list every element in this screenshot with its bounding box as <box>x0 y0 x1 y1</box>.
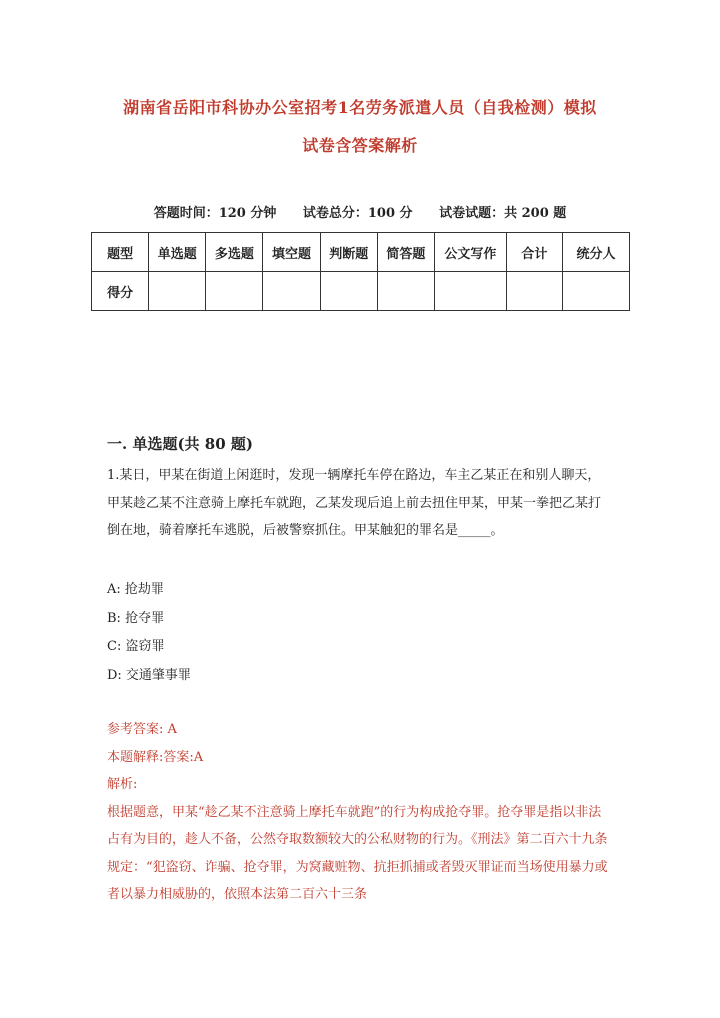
document-title-line-1: 湖南省岳阳市科协办公室招考1名劳务派遣人员（自我检测）模拟 <box>123 98 597 117</box>
score-cell <box>263 272 320 311</box>
exam-question-count: 试卷试题：共 200 题 <box>439 206 567 221</box>
score-header-cell: 题型 <box>92 233 149 272</box>
score-cell <box>149 272 206 311</box>
explanation-label: 本题解释:答案:A <box>107 749 204 765</box>
score-header-cell: 简答题 <box>377 233 434 272</box>
answer-block <box>107 716 612 909</box>
question-options <box>107 576 191 690</box>
exam-info <box>60 202 660 221</box>
score-table <box>91 232 630 311</box>
score-header-cell: 单选题 <box>149 233 206 272</box>
score-table-score-row <box>92 272 630 311</box>
option-b: B: 抢夺罪 <box>107 610 165 626</box>
analysis-label: 解析: <box>107 777 138 792</box>
score-header-cell: 合计 <box>506 233 562 272</box>
score-header-cell: 统分人 <box>562 233 629 272</box>
score-header-cell: 填空题 <box>263 233 320 272</box>
score-header-cell: 判断题 <box>320 233 377 272</box>
document-title-line-2: 试卷含答案解析 <box>302 136 418 155</box>
option-d: D: 交通肇事罪 <box>107 667 191 683</box>
score-cell <box>562 272 629 311</box>
score-cell <box>206 272 263 311</box>
score-cell <box>434 272 506 311</box>
score-cell <box>320 272 377 311</box>
score-header-cell: 多选题 <box>206 233 263 272</box>
score-row-label: 得分 <box>92 272 149 311</box>
option-c: C: 盗窃罪 <box>107 639 165 654</box>
option-a: A: 抢劫罪 <box>107 582 164 597</box>
question-text: 1.某日，甲某在街道上闲逛时，发现一辆摩托车停在路边，车主乙某正在和别人聊天，甲某趁乙某不注意骑上摩托车就跑，乙某发现后追上前去扭住甲某，甲某一拳把乙某打倒在地，骑着摩托车逃脱，后被警察抓住。甲某触犯的罪名是_____。 <box>107 468 602 538</box>
section-title: 一. 单选题(共 80 题) <box>107 435 253 453</box>
exam-time: 答题时间：120 分钟 <box>153 206 277 221</box>
reference-answer: 参考答案: A <box>107 722 177 737</box>
score-cell <box>506 272 562 311</box>
exam-total-score: 试卷总分：100 分 <box>302 206 413 221</box>
analysis-text: 根据题意，甲某“趁乙某不注意骑上摩托车就跑”的行为构成抢夺罪。抢夺罪是指以非法占有为目的，趁人不备，公然夺取数额较大的公私财物的行为。《刑法》第二百六十九条规定：“犯盗窃、诈骗、抢夺罪，为窝藏赃物、抗拒抓捕或者毁灭罪证而当场使用暴力或者以暴力相威胁的，依照本法第二百六十三条 <box>107 804 608 902</box>
score-cell <box>377 272 434 311</box>
score-table-header-row <box>92 233 630 272</box>
score-header-cell: 公文写作 <box>434 233 506 272</box>
